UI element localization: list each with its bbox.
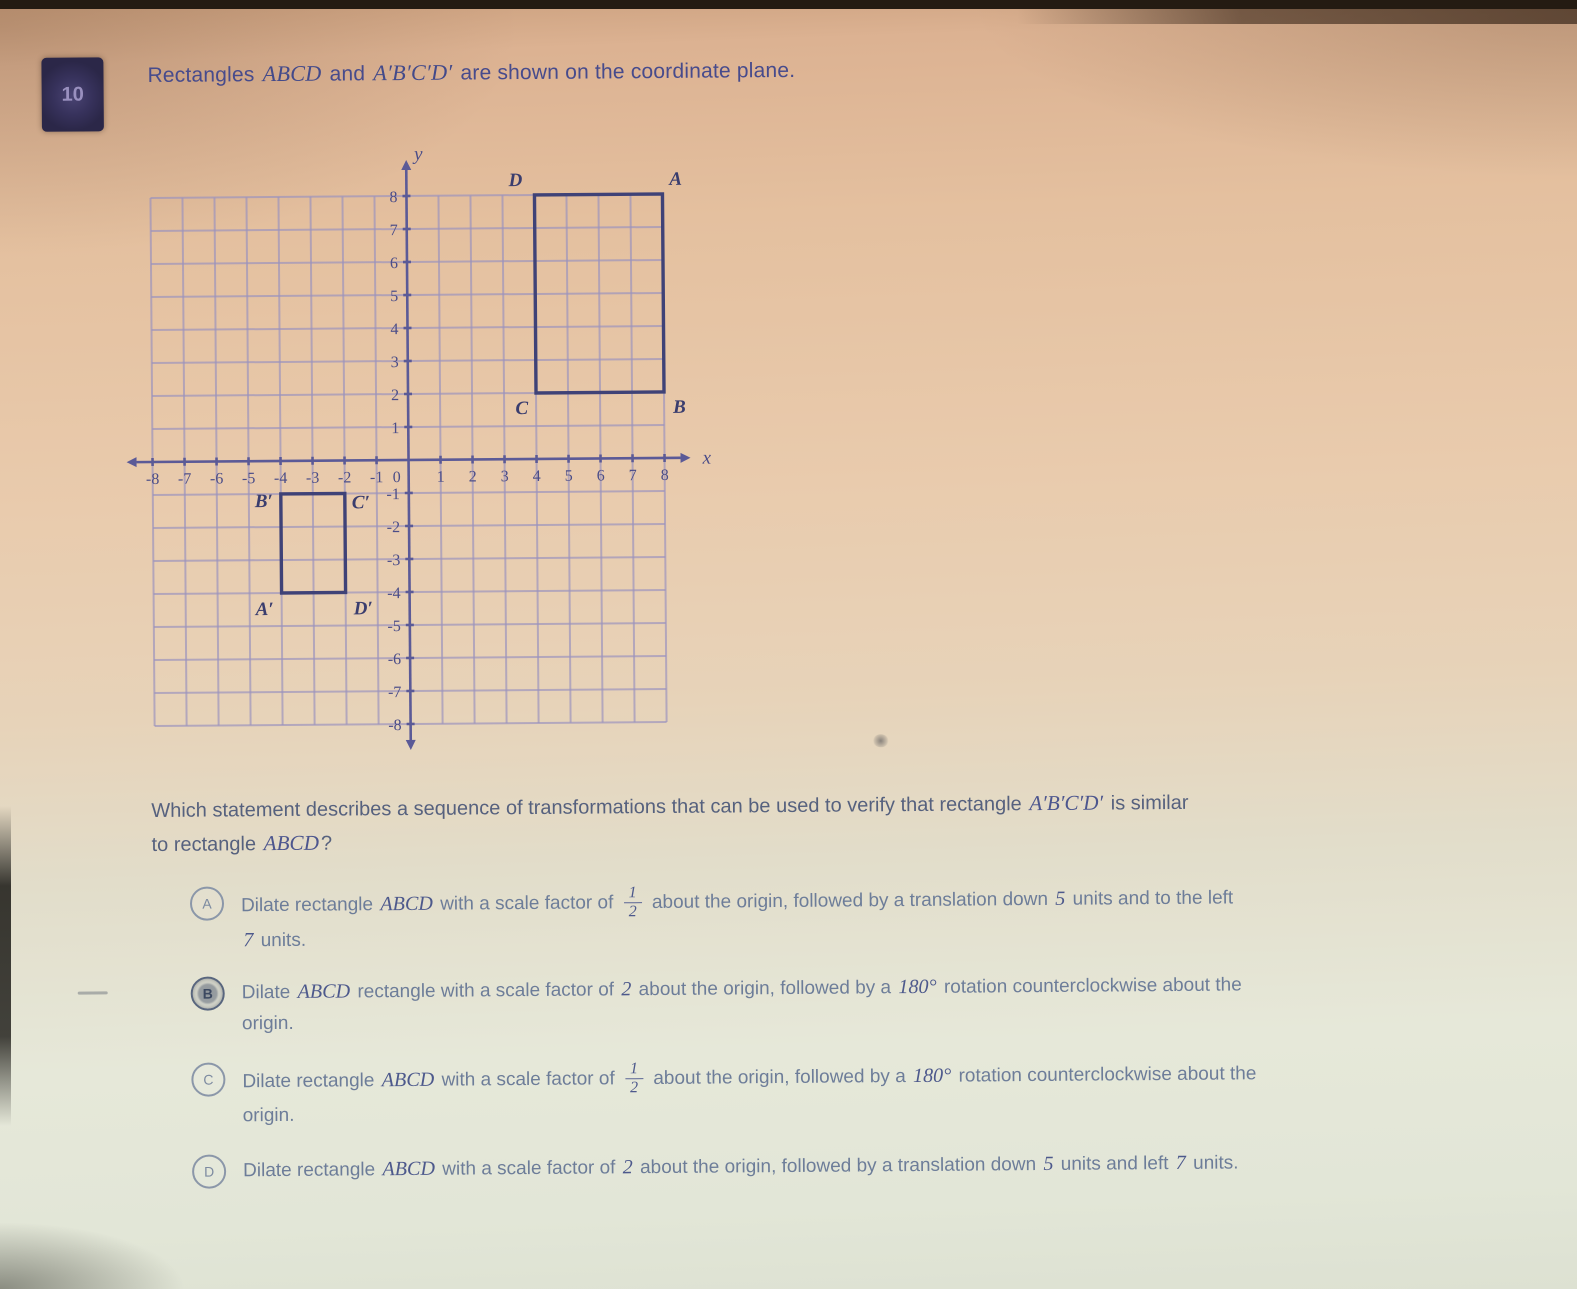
answer-option-d[interactable] [192,1140,1552,1189]
option-a-radio[interactable] [190,886,224,920]
svg-text:8: 8 [389,189,398,207]
svg-text:C: C [515,398,529,420]
svg-text:A′: A′ [255,599,274,621]
option-d-radio[interactable] [192,1154,226,1188]
option-a-text: Dilate rectangle ABCD with a scale factor of $\frac{1}{2}$ about the origin, followed by a translation down 5 units and to the left 7 units. [240,884,1234,952]
svg-text:-6: -6 [387,651,402,669]
svg-text:5: 5 [390,288,399,306]
svg-text:-5: -5 [241,470,256,488]
option-letter: D [203,1163,215,1180]
svg-text:C′: C′ [351,492,370,514]
option-d-text: Dilate rectangle ABCD with a scale factor of 2 about the origin, followed by a translation down 5 units and left 7 units. [243,1151,1239,1182]
svg-text:-1: -1 [369,469,384,487]
svg-text:-7: -7 [387,684,402,702]
option-letter: C [203,1071,214,1088]
photo-edge-left [0,806,11,1126]
answer-option-c[interactable] [191,1048,1552,1131]
svg-text:-3: -3 [305,469,320,487]
coordinate-plane-figure [114,122,739,787]
question-number-badge [41,57,104,131]
svg-text:3: 3 [390,354,399,372]
photo-edge-top-right [1017,9,1577,24]
option-letter: A [202,895,212,912]
coordinate-plane-svg [114,122,739,787]
smudge-artifact [873,734,889,747]
svg-text:7: 7 [389,222,398,240]
option-c-text: Dilate rectangle ABCD with a scale factor of $\frac{1}{2}$ about the origin, followed by a 180° rotation counterclockwise about the origin. [242,1060,1257,1127]
option-letter: B [202,985,213,1002]
svg-text:-6: -6 [209,470,224,488]
svg-text:-4: -4 [387,585,401,603]
svg-text:3: 3 [500,468,509,486]
question-text: Which statement describes a sequence of transformations that can be used to verify that rectangle A′B′C′D′ is similar to rectangle ABCD? [151,790,1189,857]
option-b-text: Dilate ABCD rectangle with a scale factor of 2 about the origin, followed by a 180° rotation counterclockwise about the origin. [241,974,1242,1035]
svg-text:-2: -2 [386,519,401,537]
svg-text:B′: B′ [254,491,273,513]
svg-text:-1: -1 [386,486,400,504]
svg-text:-2: -2 [337,469,352,487]
svg-text:6: 6 [596,467,605,485]
svg-text:-7: -7 [177,470,192,488]
svg-text:A: A [669,168,683,190]
svg-text:D: D [508,170,523,192]
svg-text:B: B [673,396,686,418]
svg-text:8: 8 [660,466,669,484]
svg-text:2: 2 [390,387,400,405]
svg-text:y: y [414,143,423,165]
answer-option-b[interactable] [191,962,1551,1040]
dash-artifact [78,991,108,994]
svg-text:-4: -4 [273,469,288,488]
svg-text:-8: -8 [145,470,160,489]
svg-text:4: 4 [532,467,541,486]
photo-edge-top [0,0,1577,9]
svg-text:1: 1 [436,468,445,486]
option-c-radio[interactable] [191,1062,225,1096]
svg-text:4: 4 [390,321,399,339]
question-number: 10 [61,83,84,106]
svg-text:x: x [702,447,712,469]
option-b-radio[interactable] [191,976,225,1010]
svg-text:5: 5 [564,467,573,485]
svg-text:0: 0 [392,469,401,487]
svg-text:D′: D′ [353,598,373,620]
svg-text:2: 2 [468,468,477,486]
svg-text:1: 1 [391,420,400,438]
svg-text:-5: -5 [387,618,401,636]
svg-text:6: 6 [389,255,399,273]
svg-text:-3: -3 [386,552,401,570]
svg-text:-8: -8 [388,717,402,735]
question-stem: Rectangles ABCD and A′B′C′D′ are shown on the coordinate plane. [147,58,796,88]
svg-text:7: 7 [628,467,637,485]
answer-option-a[interactable] [190,872,1551,957]
